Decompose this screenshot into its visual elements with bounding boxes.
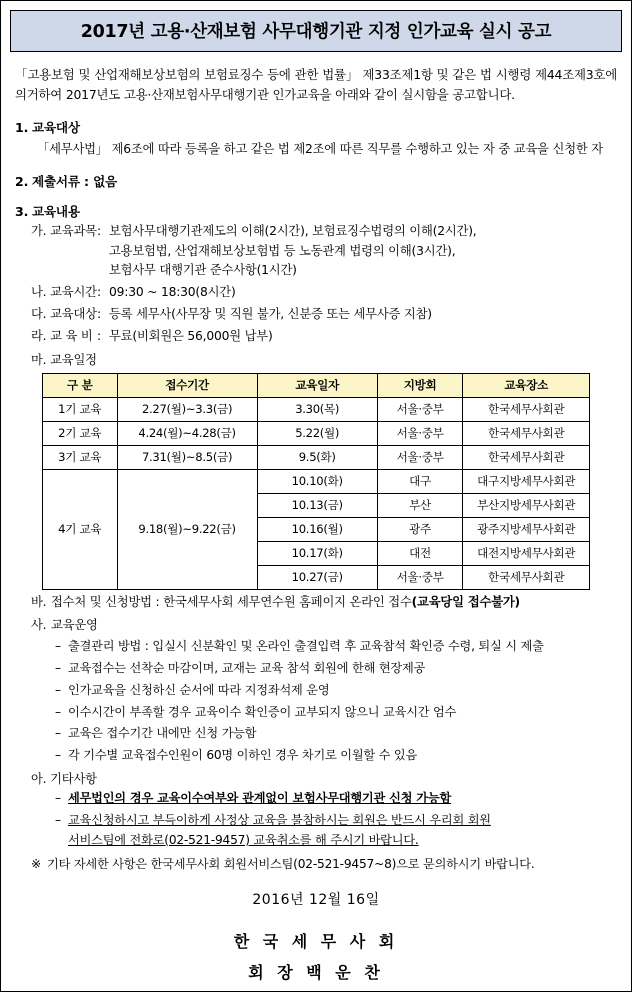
branch-cell: 서울·중부 [377, 566, 463, 590]
table-header-cell: 접수기간 [117, 374, 257, 398]
section-number: 1. [15, 119, 29, 135]
list-item-label: 이수시간이 부족할 경우 교육이수 확인증이 교부되지 않으니 교육시간 엄수 [68, 704, 457, 719]
place-cell: 한국세무사회관 [463, 398, 590, 422]
table-header-cell: 교육일자 [257, 374, 377, 398]
table-row [43, 470, 590, 494]
date-cell: 10.16(월) [257, 518, 377, 542]
intro-paragraph: 「고용보험 및 산업재해보상보험의 보험료징수 등에 관한 법률」 제33조제1항 및 같은 법 시행령 제44조제3호에 의거하여 2017년도 고용·산재보험사무대행기관 인가교육을 아래와 같이 실시함을 공고합니다. [15, 67, 617, 103]
footnote-marker: ※ [31, 857, 42, 872]
section-documents [15, 171, 617, 190]
date-cell: 10.17(화) [257, 542, 377, 566]
item-text-plain: 접수처 및 신청방법 : 한국세무사회 세무연수원 홈페이지 온라인 접수 [51, 595, 412, 610]
subitem-label: 나. 교육시간 [31, 285, 97, 300]
table-row [43, 446, 590, 470]
section-education-content [15, 201, 617, 875]
page-title: 2017년 고용·산재보험 사무대행기관 지정 인가교육 실시 공고 [80, 22, 552, 42]
list-item-label [68, 811, 617, 851]
list-item-label: 출결관리 방법 : 입실시 신분확인 및 온라인 출결입력 후 교육참석 확인증 수령, 퇴실 시 제출 [68, 639, 544, 654]
etc-bullet-list [15, 789, 617, 850]
place-cell: 광주지방세무사회관 [463, 518, 590, 542]
list-item-label: 교육은 접수기간 내에만 신청 가능함 [68, 726, 257, 741]
item-text: 교육운영 [51, 617, 98, 632]
list-item [55, 681, 617, 701]
footnote-text: 기타 자세한 사항은 한국세무사회 회원서비스팀(02-521-9457~8)으로 문의하시기 바랍니다. [47, 857, 535, 872]
target-line: 등록 세무사(사무장 및 직원 불가, 신분증 또는 세무사증 지참) [109, 307, 432, 322]
date-cell: 10.27(금) [257, 566, 377, 590]
section-title: 제출서류 : 없음 [32, 173, 117, 189]
place-cell: 한국세무사회관 [463, 422, 590, 446]
section-title: 교육대상 [32, 119, 80, 135]
branch-cell: 부산 [377, 494, 463, 518]
subject-line: 고용보험법, 산업재해보상보험법 등 노동관계 법령의 이해(3시간), [109, 243, 456, 258]
period-cell: 2.27(월)~3.3(금) [117, 398, 257, 422]
branch-cell: 대전 [377, 542, 463, 566]
section-number: 2. [15, 173, 29, 189]
table-row [43, 422, 590, 446]
group-cell: 2기 교육 [43, 422, 118, 446]
table-head [43, 374, 590, 398]
place-cell: 대전지방세무사회관 [463, 542, 590, 566]
document-body [1, 65, 631, 983]
place-cell: 대구지방세무사회관 [463, 470, 590, 494]
list-item-label: 교육접수는 선착순 마감이며, 교재는 교육 참석 회원에 한해 현장제공 [68, 661, 426, 676]
subitem-subjects [15, 222, 617, 282]
subitem-fee [15, 327, 617, 347]
subitem-value [109, 283, 617, 303]
subitem-label: 다. 교육대상 [31, 307, 97, 322]
subitem-separator: : [97, 223, 101, 238]
subitem-hours [15, 283, 617, 303]
item-marker: 바. [31, 595, 47, 610]
list-item [55, 746, 617, 766]
dash-marker: – [55, 790, 61, 805]
section-body: 「세무사법」 제6조에 따라 등록을 하고 같은 법 제2조에 따른 직무를 수행하고 있는 자 중 교육을 신청한 자 [37, 141, 603, 156]
subitem-separator: : [97, 307, 101, 322]
dash-marker: – [55, 704, 61, 719]
dash-marker: – [55, 748, 61, 763]
group-cell: 1기 교육 [43, 398, 118, 422]
list-item [55, 637, 617, 657]
table-header-cell: 지방회 [377, 374, 463, 398]
subject-line: 보험사무대행기관제도의 이해(2시간), 보험료징수법령의 이해(2시간), [109, 223, 477, 238]
subject-line: 보험사무 대행기관 준수사항(1시간) [109, 263, 297, 278]
dash-marker: – [55, 639, 61, 654]
subitem-value [109, 327, 617, 347]
date-cell: 10.13(금) [257, 494, 377, 518]
period-cell: 9.18(월)~9.22(금) [117, 470, 257, 590]
list-item-label: 각 기수별 교육접수인원이 60명 이하인 경우 차기로 이월할 수 있음 [68, 748, 418, 763]
item-text [51, 593, 617, 613]
subitem-label: 라. 교 육 비 [31, 329, 93, 344]
item-operation [15, 616, 617, 636]
dash-marker: – [55, 661, 61, 676]
footnote [15, 855, 617, 875]
item-text-emphasis: (교육당일 접수불가) [411, 595, 520, 610]
section-number: 3. [15, 203, 29, 219]
table-row [43, 398, 590, 422]
fee-line: 무료(비회원은 56,000원 납부) [109, 329, 273, 344]
dash-marker: – [55, 726, 61, 741]
list-item [55, 703, 617, 723]
subitem-separator: : [97, 329, 101, 344]
item-marker: 사. [31, 617, 47, 632]
dash-marker: – [55, 812, 61, 827]
subitem-label: 가. 교육과목 [31, 223, 97, 238]
place-cell: 한국세무사회관 [463, 566, 590, 590]
list-item-label: 인가교육을 신청하신 순서에 따라 지정좌석제 운영 [68, 682, 330, 697]
section-education-target [15, 117, 617, 160]
dash-marker: – [55, 682, 61, 697]
table-header-cell: 교육장소 [463, 374, 590, 398]
signer-name: 회 장 백 운 찬 [248, 962, 384, 982]
date-cell: 5.22(월) [257, 422, 377, 446]
subitem-value [109, 305, 617, 325]
item-application-method [15, 593, 617, 613]
section-heading [15, 171, 617, 190]
organization-name: 한 국 세 무 사 회 [233, 931, 399, 951]
issue-date: 2016년 12월 16일 [252, 891, 380, 908]
subitem-separator: : [97, 285, 101, 300]
branch-cell: 서울·중부 [377, 398, 463, 422]
branch-cell: 서울·중부 [377, 446, 463, 470]
list-item [55, 724, 617, 744]
table-body [43, 398, 590, 590]
branch-cell: 서울·중부 [377, 422, 463, 446]
document-title-bar [10, 10, 622, 52]
list-item [55, 789, 617, 809]
schedule-table [42, 373, 590, 590]
table-header-cell: 구 분 [43, 374, 118, 398]
group-cell: 3기 교육 [43, 446, 118, 470]
list-item [55, 659, 617, 679]
period-cell: 4.24(월)~4.28(금) [117, 422, 257, 446]
section-heading [15, 201, 617, 220]
hours-line: 09:30 ~ 18:30(8시간) [109, 285, 236, 300]
date-cell: 9.5(화) [257, 446, 377, 470]
operation-bullet-list [15, 637, 617, 766]
section-heading [15, 117, 617, 136]
section-title: 교육내용 [32, 203, 80, 219]
date-cell: 3.30(목) [257, 398, 377, 422]
signature-block [15, 889, 617, 983]
place-cell: 한국세무사회관 [463, 446, 590, 470]
list-item-label: 세무법인의 경우 교육이수여부와 관계없이 보험사무대행기관 신청 가능함 [68, 790, 452, 805]
place-cell: 부산지방세무사회관 [463, 494, 590, 518]
table-header-row [43, 374, 590, 398]
branch-cell: 광주 [377, 518, 463, 542]
subitem-value [109, 222, 617, 282]
list-item [55, 811, 617, 851]
subitem-etc-label: 아. 기타사항 [31, 771, 97, 786]
group-cell: 4기 교육 [43, 470, 118, 590]
subitem-schedule-label: 마. 교육일정 [31, 353, 97, 368]
period-cell: 7.31(월)~8.5(금) [117, 446, 257, 470]
subitem-target [15, 305, 617, 325]
list-item-line: 교육신청하시고 부득이하게 사정상 교육을 불참하시는 회원은 반드시 우리회 회원 [68, 812, 491, 827]
list-item-line: 서비스팀에 전화로(02-521-9457) 교육취소를 해 주시기 바랍니다. [68, 832, 419, 847]
branch-cell: 대구 [377, 470, 463, 494]
date-cell: 10.10(화) [257, 470, 377, 494]
